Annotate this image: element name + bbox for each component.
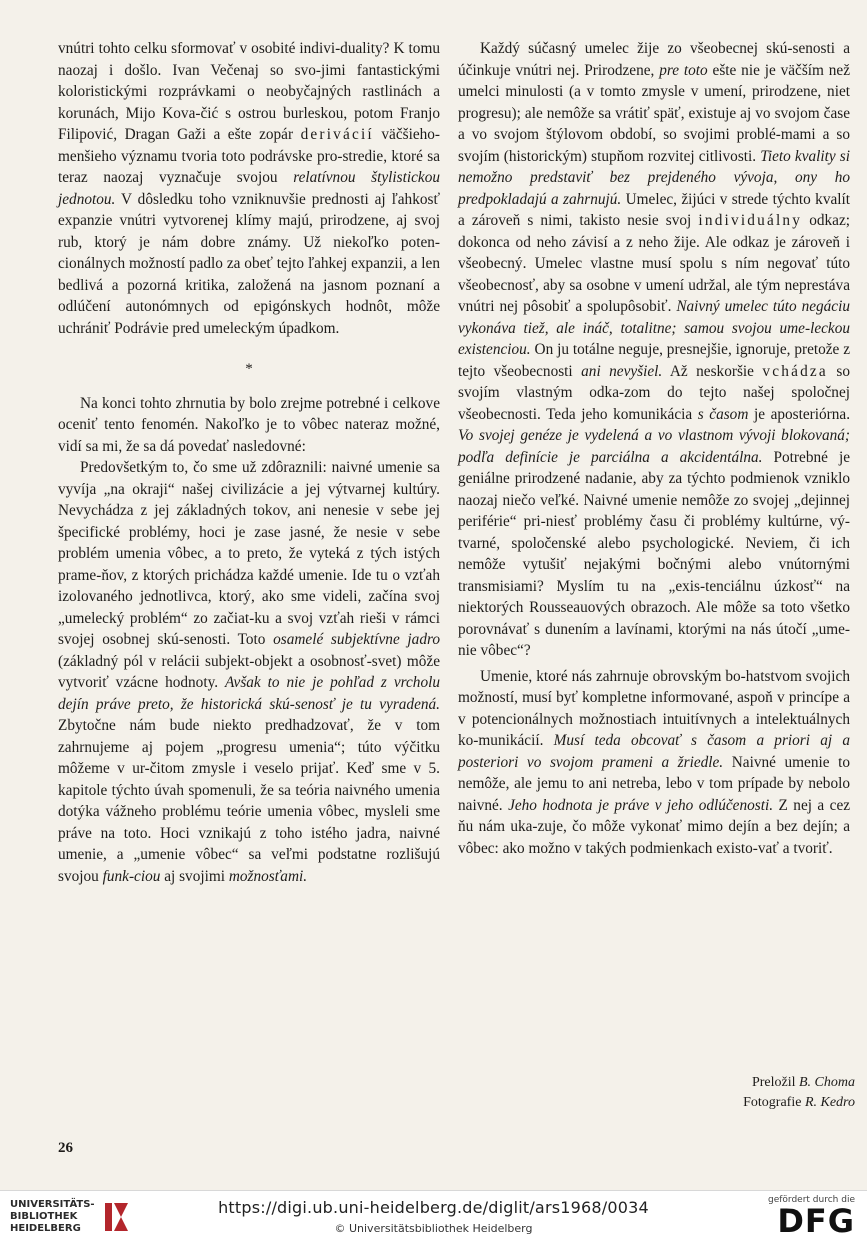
italic-text: Jeho hodnota je práve v jeho odlúčenosti. (508, 796, 774, 814)
text: Zbytočne nám bude niekto predhadzovať, že v tom zahrnujeme aj pojem „progresu umenia“; túto výčitku môžeme v ur-čitom zmysle i veselo prijať. Keď sme v 5. kapitole týchto úvah spomenuli, že sa teória naivného umenia dotýka vážneho problému teórie umenia vôbec, mysleli sme práve na toto. Hoci vznikajú z toho istého jadra, naivné umenie, a „umenie vôbec“ sa veľmi podstatne rozlišujú svojou (58, 717, 440, 885)
text: Potrebné je geniálne prirodzené nadanie, aby za týchto podmienok vzniklo naozaj niečo veľké. Naivné umenie nemôže zo svojej „dejinnej periférie“ pri-niesť problémy času či problémy kultúrne, vý-tvarné, spoločenské alebo psychologické. Neviem, či ich nemôže vytušiť nejakými bočnými alebo vnútornými transmisiami? Myslím tu na „exis-tenciálnu úzkosť“ na niektorých Rousseauových obrazoch. Ale môže sa toto všetko porovnávať s dunením a lavínami, ktorými na nás útočí „ume-nie vôbec“? (458, 448, 850, 659)
paragraph (58, 457, 440, 887)
italic-text: osamelé subjektívne jadro (273, 631, 440, 648)
credit-label: Fotografie (743, 1095, 802, 1110)
library-line: HEIDELBERG (10, 1223, 81, 1234)
italic-text: Naivný umelec túto negáciu vykonáva tiež, ale ináč, totalitne; samou svojou ume-leckou existenciou. (458, 298, 850, 358)
page-number: 26 (58, 1140, 73, 1156)
text: Každý súčasný umelec žije zo všeobecnej skú-senosti a účinkuje vnútri nej. Prirodzene, (458, 40, 850, 79)
text: Z nej a cez ňu nám uka-zuje, čo môže vykonať mimo dejín a bez dejín; a vôbec: ako možno v takých podmienkach existo-vať a tvoriť. (458, 796, 851, 857)
document-url[interactable]: https://digi.ub.uni-heidelberg.de/diglit/ars1968/0034 (218, 1198, 649, 1217)
text: vnútri tohto celku sformovať v osobité indivi-duality? K tomu naozaj i došlo. Ivan Večenaj so svo-jimi fantastickými koloristickými rozprávkami o neobyčajných rastlinách a korunách, Mijo Kova-čić s ostrou burleskou, potom Franjo Filipović, Dragan Gaži a ešte zopár (58, 40, 440, 143)
italic-text: Musí teda obcovať s časom a priori aj a posteriori vo svojom prameni a žriedle. (458, 732, 851, 771)
paragraph (458, 38, 850, 662)
italic-text: Vo svojej genéze je vydelená a vo vlastnom vývoji blokovaná; podľa definície je parciálna a akcidentálna. (458, 427, 850, 466)
text: ešte nie je väčším než umelci minulosti (a v tomto zmysle v umení, prirodzene, niet progresu); ale nemôže sa vrátiť späť, existuje aj vo svojom čase a vo svojom štýlovom období, so svojimi problé-mami a so svojím (historickým) stupňom rozvitej citlivosti. (458, 61, 851, 165)
paragraph (458, 666, 850, 860)
library-line: UNIVERSITÄTS- (10, 1199, 95, 1210)
photo-credit (555, 1093, 855, 1113)
text: aj svojimi (164, 867, 225, 885)
photographer-name: R. Kedro (804, 1095, 855, 1110)
italic-text: pre toto (659, 61, 708, 79)
italic-text: možnosťami. (228, 867, 308, 885)
italic-text: Avšak to nie je pohľad z vrcholu dejín práve preto, že historická skú-senosť je tu vyradená. (58, 674, 440, 713)
text: Umenie, ktoré nás zahrnuje obrovským bo-hatstvom svojich možností, musí byť kompletne informované, aspoň v princípe a v potencionálnych možnostiach intuitívnych a intelektuálnych ko-munikácií. (458, 667, 850, 749)
spaced-text: derivácií (300, 126, 374, 143)
text: väčšieho-menšieho významu tvoria toto podrávske pro-stredie, ktoré sa teraz naozaj vyznačuje svojou (58, 126, 441, 186)
left-column (58, 38, 440, 887)
italic-text: ani nevyšiel. (581, 362, 663, 380)
viewer-footer (0, 1190, 867, 1245)
text: (základný pól v relácii subjekt-objekt a osobnosť-svet) môže vytvoriť vzácne hodnoty. (58, 652, 440, 691)
text: so svojím vlastným odka-zom do tejto našej spoločnej všeobecnosti. Teda jeho komunikácia (458, 362, 850, 423)
funded-by-label: gefördert durch die (768, 1195, 855, 1205)
italic-text: relatívnou štylistickou jednotou. (58, 169, 441, 208)
paragraph (58, 38, 440, 339)
text: odkaz; dokonca od neho závisí a z neho žije. Ale odkaz je zároveň i všeobecný. Umelec vlastne musí spolu s ním negovať túto všeobecnosť, aby sa osobne v umení udržal, ale tým neprestáva vnútri nej pôsobiť a spolupôsobiť. (458, 212, 850, 315)
text: V dôsledku toho vzniknuvšie prednosti aj ľahkosť expanzie vnútri vytvorenej klímy majú, prirodzene, aj svoj rub, ktorý je nám dobre známy. Už niekoľko poten-cionálnych možností padlo za obeť tejto ľahkej expanzii, a len bedlivá a pozorná kritika, založená na jasnom poznaní a odlúčení autonómnych od epigónskych hodnôt, môže uchrániť Podrávie pred umeleckým úpadkom. (58, 190, 440, 337)
italic-text: funk-ciou (102, 867, 161, 885)
section-divider: * (245, 361, 253, 377)
text: je aposteriórna. (753, 405, 851, 423)
text: Až neskoršie (669, 362, 754, 380)
paragraph: Na konci tohto zhrnutia by bolo zrejme potrebné i celkove oceniť tento fenomén. Nakoľko je to vôbec nateraz možné, vidí sa mi, že sa dá povedať nasledovné: (58, 394, 440, 455)
spaced-text: individuálny (698, 212, 803, 229)
text: Naivné umenie to nemôže, ale jemu to ani netreba, lebo v tom prípade by nebolo naivné. (458, 753, 850, 814)
dfg-logo[interactable] (768, 1195, 855, 1240)
text: Umelec, žijúci v strede týchto kvalít a zároveň s nimi, takisto nesie svoj (458, 190, 851, 229)
spaced-text: vchádza (762, 362, 828, 380)
right-column (458, 38, 850, 859)
text: Predovšetkým to, čo sme už zdôraznili: naivné umenie sa vyvíja „na okraji“ našej civilizácie a jej výtvarnej kultúry. Nevychádza z jej základných tokov, ani nenesie v sebe jej špecifické problémy, hoci je zase jasné, že nesie v sebe problém umenia vôbec, a to preto, že vyteká z tých istých prame-ňov, z ktorých prichádza každé umenie. Ide tu o vzťah izolovaného jednotlivca, ktorý, ako sme videli, začína svoj „umelecký problém“ zo začiat-ku a svoj vzťah rieši v rámci svojej osobnej skú-senosti. Toto (58, 459, 440, 648)
translator-name: B. Choma (799, 1075, 855, 1090)
copyright-notice: © Universitätsbibliothek Heidelberg (334, 1222, 533, 1235)
credits (555, 1073, 855, 1113)
italic-text: s časom (697, 405, 749, 423)
library-line: BIBLIOTHEK (10, 1211, 78, 1222)
italic-text: Tieto kvality si nemožno predstaviť bez prejdeného vývoja, ony ho predpokladajú a zahrnujú. (458, 147, 850, 208)
dfg-wordmark: DFG (777, 1202, 855, 1240)
translator-credit (555, 1073, 855, 1093)
text: On ju totálne neguje, presnejšie, ignoruje, pretože z tejto všeobecnosti (458, 341, 850, 380)
credit-label: Preložil (751, 1075, 796, 1090)
